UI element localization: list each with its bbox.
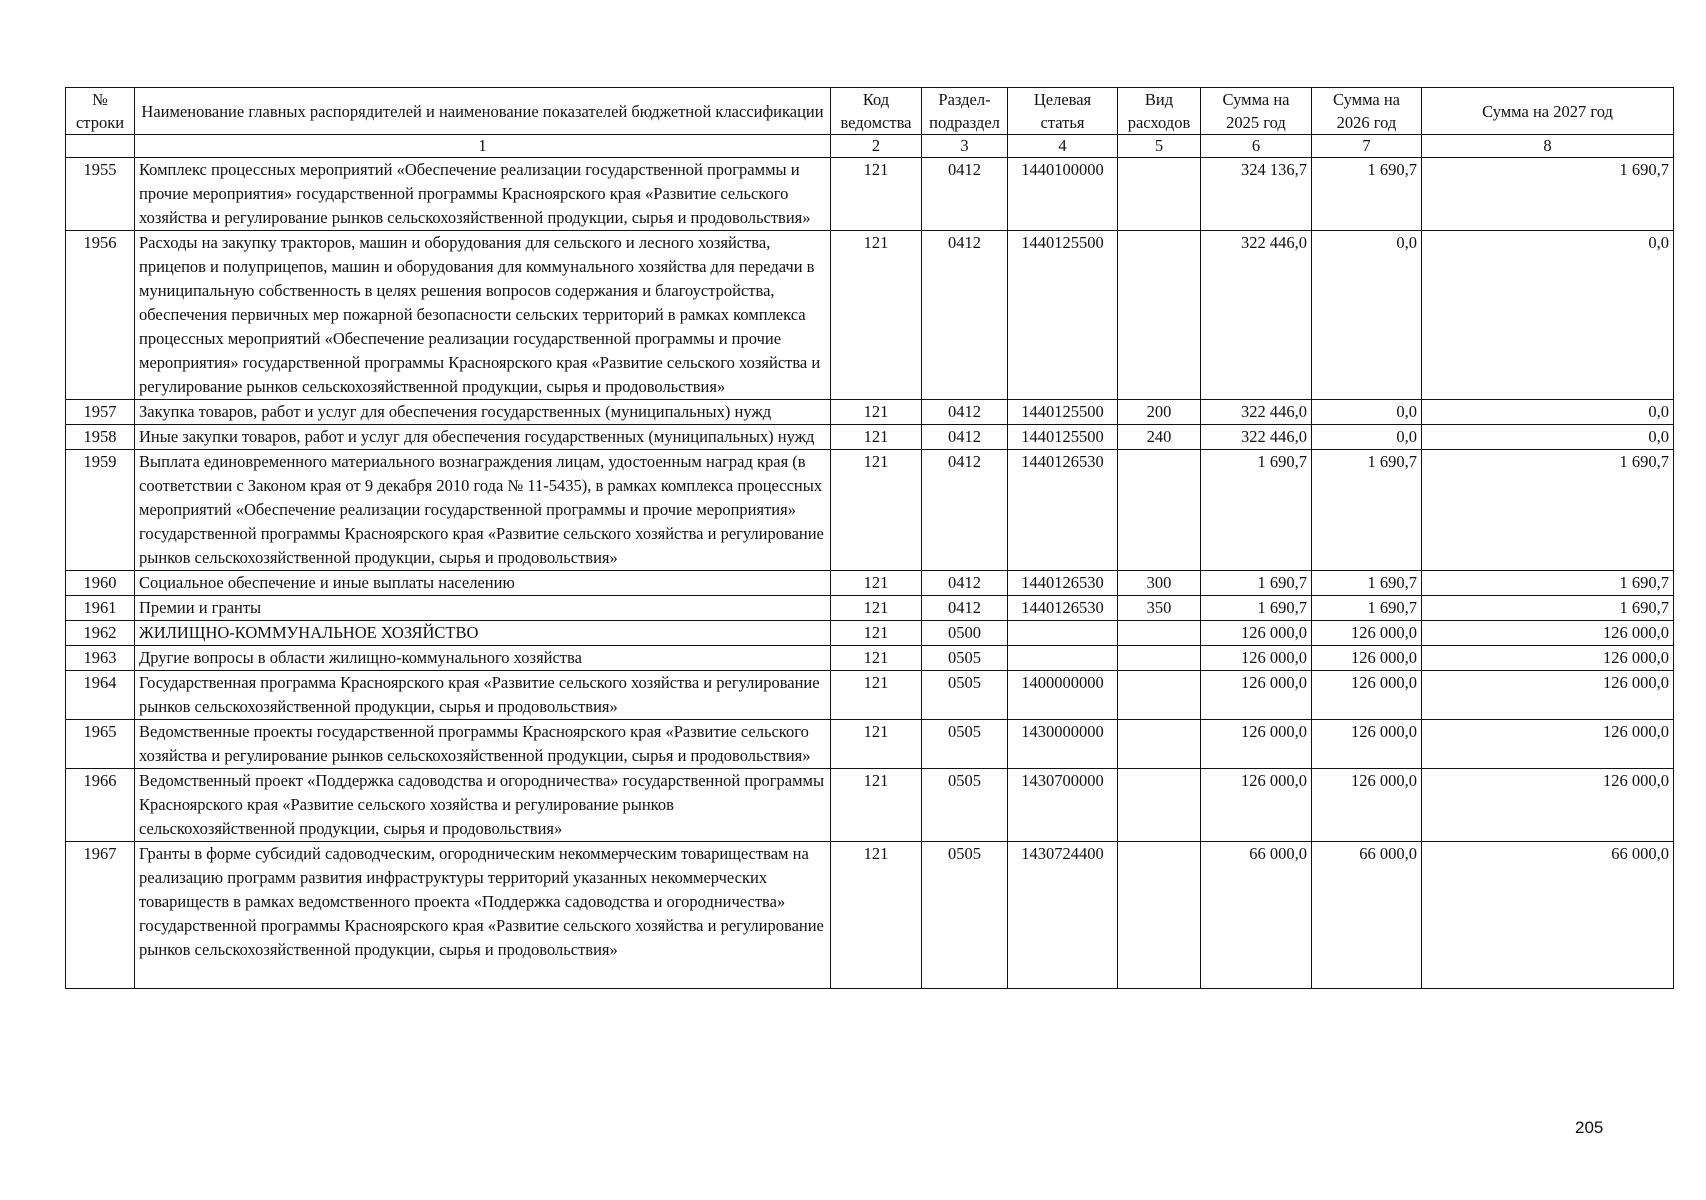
section-code: 0412: [922, 425, 1008, 450]
row-name: Гранты в форме субсидий садоводческим, огородническим некоммерческим товариществам на реализацию программ развития инфраструктуры территорий указанных некоммерческих товариществ в рамках ведомственного проекта «Поддержка садоводства и огородничества» государственной программы Красноярского края «Развитие сельского хозяйства и регулирование рынков сельскохозяйственной продукции, сырья и продовольствия»: [135, 842, 831, 989]
department-code: 121: [831, 769, 922, 842]
target-article: [1008, 621, 1118, 646]
section-code: 0500: [922, 621, 1008, 646]
department-code: 121: [831, 596, 922, 621]
expense-type: [1118, 158, 1201, 231]
department-code: 121: [831, 571, 922, 596]
column-number: 4: [1008, 135, 1118, 158]
sum-2027: 0,0: [1422, 425, 1674, 450]
sum-2026: 126 000,0: [1312, 769, 1422, 842]
section-code: 0505: [922, 646, 1008, 671]
target-article: 1440126530: [1008, 450, 1118, 571]
row-name: Государственная программа Красноярского края «Развитие сельского хозяйства и регулирование рынков сельскохозяйственной продукции, сырья и продовольствия»: [135, 671, 831, 720]
budget-table: [65, 87, 1674, 989]
target-article: 1400000000: [1008, 671, 1118, 720]
section-code: 0412: [922, 596, 1008, 621]
table-row: [66, 596, 1674, 621]
sum-2025: 126 000,0: [1201, 621, 1312, 646]
target-article: 1440100000: [1008, 158, 1118, 231]
target-article: 1440126530: [1008, 571, 1118, 596]
header-sum-2026: Сумма на 2026 год: [1312, 88, 1422, 135]
row-number: 1967: [66, 842, 135, 989]
department-code: 121: [831, 231, 922, 400]
sum-2025: 126 000,0: [1201, 720, 1312, 769]
sum-2026: 0,0: [1312, 425, 1422, 450]
sum-2026: 126 000,0: [1312, 646, 1422, 671]
sum-2026: 1 690,7: [1312, 158, 1422, 231]
target-article: 1440125500: [1008, 231, 1118, 400]
department-code: 121: [831, 425, 922, 450]
row-number: 1957: [66, 400, 135, 425]
expense-type: 240: [1118, 425, 1201, 450]
row-number: 1962: [66, 621, 135, 646]
sum-2025: 126 000,0: [1201, 646, 1312, 671]
column-number: 5: [1118, 135, 1201, 158]
sum-2026: 0,0: [1312, 231, 1422, 400]
row-number: 1956: [66, 231, 135, 400]
sum-2025: 322 446,0: [1201, 231, 1312, 400]
sum-2027: 0,0: [1422, 400, 1674, 425]
page-number: 205: [1575, 1118, 1604, 1137]
sum-2026: 66 000,0: [1312, 842, 1422, 989]
row-name: Другие вопросы в области жилищно-коммунального хозяйства: [135, 646, 831, 671]
sum-2025: 322 446,0: [1201, 425, 1312, 450]
sum-2026: 126 000,0: [1312, 621, 1422, 646]
target-article: 1440125500: [1008, 425, 1118, 450]
sum-2027: 126 000,0: [1422, 671, 1674, 720]
section-code: 0412: [922, 400, 1008, 425]
sum-2025: 66 000,0: [1201, 842, 1312, 989]
target-article: [1008, 646, 1118, 671]
section-code: 0505: [922, 671, 1008, 720]
table-row: [66, 671, 1674, 720]
expense-type: [1118, 231, 1201, 400]
department-code: 121: [831, 158, 922, 231]
sum-2027: 1 690,7: [1422, 596, 1674, 621]
department-code: 121: [831, 400, 922, 425]
target-article: 1430724400: [1008, 842, 1118, 989]
table-header: [66, 88, 1674, 158]
row-number: 1961: [66, 596, 135, 621]
row-number: 1958: [66, 425, 135, 450]
sum-2027: 126 000,0: [1422, 621, 1674, 646]
target-article: 1430000000: [1008, 720, 1118, 769]
section-code: 0412: [922, 231, 1008, 400]
row-name: Ведомственный проект «Поддержка садоводства и огородничества» государственной программы Красноярского края «Развитие сельского хозяйства и регулирование рынков сельскохозяйственной продукции, сырья и продовольствия»: [135, 769, 831, 842]
table-row: [66, 842, 1674, 989]
row-number: 1963: [66, 646, 135, 671]
column-number: 6: [1201, 135, 1312, 158]
row-name: ЖИЛИЩНО-КОММУНАЛЬНОЕ ХОЗЯЙСТВО: [135, 621, 831, 646]
header-name: Наименование главных распорядителей и наименование показателей бюджетной классификации: [135, 88, 831, 135]
header-section: Раздел-подраздел: [922, 88, 1008, 135]
header-row-number: № строки: [66, 88, 135, 135]
department-code: 121: [831, 450, 922, 571]
department-code: 121: [831, 671, 922, 720]
row-name: Иные закупки товаров, работ и услуг для обеспечения государственных (муниципальных) нужд: [135, 425, 831, 450]
table-row: [66, 400, 1674, 425]
column-number-row: [66, 135, 1674, 158]
sum-2027: 66 000,0: [1422, 842, 1674, 989]
row-name: Ведомственные проекты государственной программы Красноярского края «Развитие сельского хозяйства и регулирование рынков сельскохозяйственной продукции, сырья и продовольствия»: [135, 720, 831, 769]
sum-2026: 126 000,0: [1312, 720, 1422, 769]
column-number: 7: [1312, 135, 1422, 158]
sum-2026: 1 690,7: [1312, 450, 1422, 571]
section-code: 0505: [922, 769, 1008, 842]
section-code: 0412: [922, 158, 1008, 231]
table-row: [66, 450, 1674, 571]
row-name: Комплекс процессных мероприятий «Обеспечение реализации государственной программы и прочие мероприятия» государственной программы Красноярского края «Развитие сельского хозяйства и регулирование рынков сельскохозяйственной продукции, сырья и продовольствия»: [135, 158, 831, 231]
expense-type: [1118, 450, 1201, 571]
column-number: 8: [1422, 135, 1674, 158]
table-row: [66, 621, 1674, 646]
row-number: 1965: [66, 720, 135, 769]
sum-2027: 0,0: [1422, 231, 1674, 400]
sum-2025: 1 690,7: [1201, 571, 1312, 596]
department-code: 121: [831, 720, 922, 769]
expense-type: [1118, 646, 1201, 671]
row-number: 1964: [66, 671, 135, 720]
expense-type: 300: [1118, 571, 1201, 596]
row-name: Расходы на закупку тракторов, машин и оборудования для сельского и лесного хозяйства, прицепов и полуприцепов, машин и оборудования для коммунального хозяйства для передачи в муниципальную собственность в целях решения вопросов содержания и благоустройства, обеспечения первичных мер пожарной безопасности сельских территорий в рамках комплекса процессных мероприятий «Обеспечение реализации государственной программы и прочие мероприятия» государственной программы Красноярского края «Развитие сельского хозяйства и регулирование рынков сельскохозяйственной продукции, сырья и продовольствия»: [135, 231, 831, 400]
row-name: Выплата единовременного материального вознаграждения лицам, удостоенным наград края (в соответствии с Законом края от 9 декабря 2010 года № 11-5435), в рамках комплекса процессных мероприятий «Обеспечение реализации государственной программы и прочие мероприятия» государственной программы Красноярского края «Развитие сельского хозяйства и регулирование рынков сельскохозяйственной продукции, сырья и продовольствия»: [135, 450, 831, 571]
section-code: 0505: [922, 842, 1008, 989]
section-code: 0412: [922, 450, 1008, 571]
sum-2027: 1 690,7: [1422, 450, 1674, 571]
target-article: 1430700000: [1008, 769, 1118, 842]
sum-2026: 0,0: [1312, 400, 1422, 425]
row-number: 1955: [66, 158, 135, 231]
sum-2025: 1 690,7: [1201, 450, 1312, 571]
sum-2026: 126 000,0: [1312, 671, 1422, 720]
row-number: 1966: [66, 769, 135, 842]
row-name: Социальное обеспечение и иные выплаты населению: [135, 571, 831, 596]
section-code: 0505: [922, 720, 1008, 769]
expense-type: 350: [1118, 596, 1201, 621]
expense-type: [1118, 671, 1201, 720]
table-body: [66, 158, 1674, 989]
section-code: 0412: [922, 571, 1008, 596]
expense-type: [1118, 842, 1201, 989]
header-sum-2025: Сумма на 2025 год: [1201, 88, 1312, 135]
sum-2025: 322 446,0: [1201, 400, 1312, 425]
sum-2026: 1 690,7: [1312, 596, 1422, 621]
sum-2027: 126 000,0: [1422, 646, 1674, 671]
sum-2025: 324 136,7: [1201, 158, 1312, 231]
target-article: 1440126530: [1008, 596, 1118, 621]
expense-type: [1118, 769, 1201, 842]
row-name: Премии и гранты: [135, 596, 831, 621]
sum-2025: 126 000,0: [1201, 769, 1312, 842]
expense-type: [1118, 621, 1201, 646]
department-code: 121: [831, 621, 922, 646]
column-number: 1: [135, 135, 831, 158]
header-expense-type: Вид расходов: [1118, 88, 1201, 135]
expense-type: 200: [1118, 400, 1201, 425]
sum-2027: 1 690,7: [1422, 571, 1674, 596]
table-row: [66, 158, 1674, 231]
sum-2027: 126 000,0: [1422, 769, 1674, 842]
row-number: 1959: [66, 450, 135, 571]
column-number: [66, 135, 135, 158]
table-row: [66, 720, 1674, 769]
sum-2027: 1 690,7: [1422, 158, 1674, 231]
table-row: [66, 571, 1674, 596]
department-code: 121: [831, 842, 922, 989]
table-row: [66, 231, 1674, 400]
sum-2027: 126 000,0: [1422, 720, 1674, 769]
department-code: 121: [831, 646, 922, 671]
table-row: [66, 769, 1674, 842]
header-sum-2027: Сумма на 2027 год: [1422, 88, 1674, 135]
table-row: [66, 425, 1674, 450]
header-department-code: Код ведомства: [831, 88, 922, 135]
sum-2025: 126 000,0: [1201, 671, 1312, 720]
column-number: 2: [831, 135, 922, 158]
column-number: 3: [922, 135, 1008, 158]
row-number: 1960: [66, 571, 135, 596]
header-target-article: Целевая статья: [1008, 88, 1118, 135]
expense-type: [1118, 720, 1201, 769]
table-row: [66, 646, 1674, 671]
sum-2026: 1 690,7: [1312, 571, 1422, 596]
target-article: 1440125500: [1008, 400, 1118, 425]
sum-2025: 1 690,7: [1201, 596, 1312, 621]
row-name: Закупка товаров, работ и услуг для обеспечения государственных (муниципальных) нужд: [135, 400, 831, 425]
